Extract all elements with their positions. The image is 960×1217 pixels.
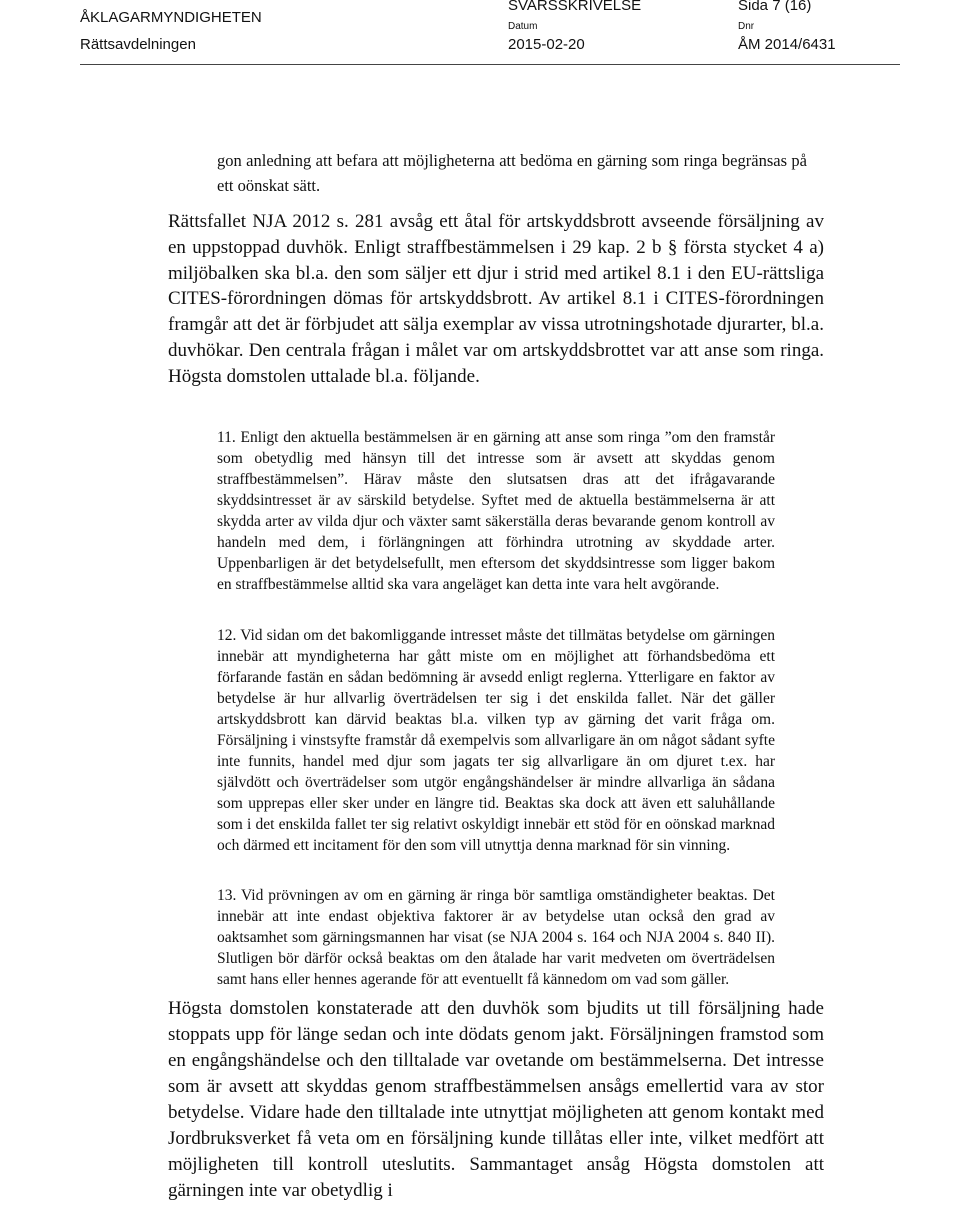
header-divider: [80, 64, 900, 65]
date-label: Datum: [508, 21, 538, 32]
dnr-label: Dnr: [738, 21, 755, 32]
intro-paragraph: gon anledning att befara att möjligheterna att bedöma en gärning som ringa begränsas på ett oönskat sätt.: [217, 151, 807, 195]
quote-paragraph-11: 11. Enligt den aktuella bestämmelsen är en gärning att anse som ringa ”om den framstår som obetydlig med hänsyn till det intresse som är avsett att skyddas genom straffbestämmelsen”. Härav måste den slutsatsen dras att det ifrågavarande skyddsintresset är av särskild betydelse. Syftet med de aktuella bestämmelserna är att skydda arter av vilda djur och växter samt säkerställa deras bevarande genom kontroll av handeln med dem, i förlängningen att förhindra utrotning av skyddade arter. Uppenbarligen är det betydelsefullt, men eftersom det skyddsintresse som ligger bakom en straffbestämmelse alltid ska vara angeläget kan detta inte vara helt avgörande.: [217, 429, 775, 593]
document-header: [0, 0, 960, 66]
quote-paragraph-13: 13. Vid prövningen av om en gärning är ringa bör samtliga omständigheter beaktas. Det innebär att inte endast objektiva faktorer är av betydelse utan också den grad av oaktsamhet som gärningsmannen har visat (se NJA 2004 s. 164 och NJA 2004 s. 840 II). Slutligen bör därför också beaktas om den åtalade har varit medveten om överträdelsen samt hans eller hennes agerande för att eventuellt få kännedom om vad som gäller.: [217, 887, 775, 988]
document-type: SVARSSKRIVELSE: [508, 0, 642, 14]
case-paragraph: Rättsfallet NJA 2012 s. 281 avsåg ett åtal för artskyddsbrott avseende försäljning av en uppstoppad duvhök. Enligt straffbestämmelsen i 29 kap. 2 b § första stycket 4 a) miljöbalken ska bl.a. den som säljer ett djur i strid med artikel 8.1 i den EU-rättsliga CITES-förordningen dömas för artskyddsbrott. Av artikel 8.1 i CITES-förordningen framgår att det är förbjudet att sälja exemplar av vissa utrotningshotade djurarter, bl.a. duvhökar. Den centrala frågan i målet var om artskyddsbrottet var att anse som ringa. Högsta domstolen uttalade bl.a. följande.: [168, 211, 824, 387]
authority-name: ÅKLAGARMYNDIGHETEN: [80, 9, 262, 26]
document-date: 2015-02-20: [508, 36, 585, 53]
division-name: Rättsavdelningen: [80, 36, 196, 53]
quote-paragraph-12: 12. Vid sidan om det bakomliggande intresset måste det tillmätas betydelse om gärningen innebär att myndigheterna har gått miste om en möjlighet att förhandsbedöma ett förfarande fastän en sådan bedömning är avsedd enligt reglerna. Ytterligare en faktor av betydelse är hur allvarlig överträdelsen ter sig i det enskilda fallet. När det gäller artskyddsbrott kan därvid beaktas bl.a. vilken typ av gärning det varit fråga om. Försäljning i vinstsyfte framstår då exempelvis som allvarligare än om något sådant syfte inte funnits, handel med djur som jagats ter sig allvarligare än om djuret t.ex. har självdött och överträdelser som utgör engångshändelser är mindre allvarliga än sådana som upprepas eller sker under en längre tid. Beaktas ska dock att även ett saluhållande som i det enskilda fallet ter sig relativt oskyldigt innebär ett stöd för en oönskad marknad och därmed ett incitament för den som vill utnyttja denna marknad för sin vinning.: [217, 627, 775, 854]
closing-paragraph: Högsta domstolen konstaterade att den duvhök som bjudits ut till försäljning hade stoppats upp för länge sedan och inte dödats genom jakt. Försäljningen framstod som en engångshändelse och den tilltalade var ovetande om bestämmelserna. Det intresse som är avsett att skyddas genom straffbestämmelsen ansågs emellertid vara av stor betydelse. Vidare hade den tilltalade inte utnyttjat möjligheten att genom kontakt med Jordbruksverket få veta om en försäljning kunde tillåtas eller inte, vilket medfört att möjligheten till kontroll uteslutits. Sammantaget ansåg Högsta domstolen att gärningen inte var obetydlig i: [168, 998, 824, 1201]
page-number: Sida 7 (16): [738, 0, 812, 14]
case-number: ÅM 2014/6431: [738, 36, 836, 53]
